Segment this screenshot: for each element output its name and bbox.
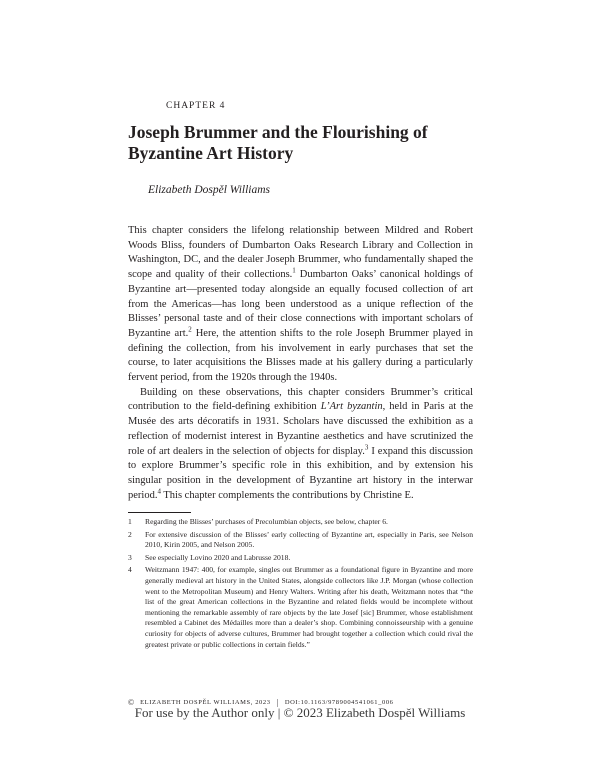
author-use-notice: For use by the Author only | © 2023 Elizabeth Dospěl Williams — [134, 705, 466, 720]
footnote-ref-4[interactable]: 4 — [157, 487, 161, 496]
paragraph-1-part-b: Dumbarton Oaks’ canonical holdings of Byzantine art—presented today alongside an equally focused collection of art from the Americas—has long been understood as a unique reflection of the Blisses’ personal taste and of their close connections with important scholars of Byzantine art. — [128, 269, 473, 339]
footnote — [128, 517, 473, 528]
footnote-number: 2 — [128, 529, 132, 539]
footnote-divider — [128, 512, 191, 513]
exhibition-title: L’Art byzantin — [320, 401, 383, 413]
footnote-ref-1[interactable]: 1 — [292, 266, 296, 275]
chapter-label: CHAPTER 4 — [166, 101, 226, 111]
footer-separator: | — [276, 698, 279, 707]
doi-link[interactable]: DOI:10.1163/9789004541061_006 — [284, 699, 394, 706]
footnote — [128, 565, 473, 650]
footnote-ref-3[interactable]: 3 — [364, 443, 369, 452]
body-text — [128, 224, 473, 503]
footnote-text: See especially Lovino 2020 and Labrusse 2018. — [145, 552, 291, 562]
footnote-number: 4 — [128, 565, 132, 575]
footnote-text: For extensive discussion of the Blisses’ early collecting of Byzantine art, especially in Paris, see Nelson 2010, Kirin 2005, and Nelson 2005. — [145, 529, 473, 550]
footnote-ref-2[interactable]: 2 — [188, 325, 192, 334]
paragraph-1 — [128, 224, 473, 386]
footnote-text: Regarding the Blisses’ purchases of Precolumbian objects, see below, chapter 6. — [145, 517, 388, 526]
footnotes — [128, 517, 473, 652]
footnote-text: Weitzmann 1947: 400, for example, singles out Brummer as a foundational figure in Byzantine and more generally medieval art history in the United States, alongside collectors like J.P. Morgan (whose collection went to the Metropolitan Museum) and Henry Walters. Writing after his death, Weitzmann notes that “the list of the great American collections in the Byzantine and related fields would be incomplete without mentioning the remarkable assembly of rare objects by the late Josef [sic] Brummer, whose establishment resembled a Cabinet des Médailles more than a dealer’s shop. Combining connoisseurship with a genuine curiosity for objects of adverse cultures, Brummer had brought together a collection which could rival the greatest private or public collections in certain fields.” — [145, 565, 473, 649]
paragraph-2-part-d: This chapter complements the contributions by Christine E. — [160, 489, 414, 501]
footnote-number: 1 — [128, 517, 132, 526]
paragraph-2-part-c: I expand this discussion to explore Brummer’s specific role in this exhibition, and by extension his singular position in the development of Byzantine art history in the interwar period. — [128, 445, 473, 501]
footnote — [128, 530, 473, 551]
footnote-number: 3 — [128, 552, 132, 562]
paragraph-1-part-c: Here, the attention shifts to the role Joseph Brummer played in defining the collection, from his involvement in early purchases that set the course, to later acquisitions the Blisses made at his gallery during a particularly fervent period, from the 1920s through the 1940s. — [128, 327, 473, 384]
footnote — [128, 553, 473, 564]
paragraph-2-part-a: Building on these observations, this chapter considers Brummer’s critical contribution to the field-defining exhibition — [128, 386, 473, 413]
paragraph-2 — [128, 386, 473, 504]
paragraph-2-part-b: , held in Paris at the Musée des arts décoratifs in 1931. Scholars have discussed the exhibition as a reflection of modernist interest in Byzantine aesthetics and have scrutinized the role of art dealers in the selection of objects for display. — [128, 401, 473, 457]
copyright-icon: © — [128, 698, 135, 707]
copyright-name: ELIZABETH DOSPĚL WILLIAMS, 2023 — [140, 699, 271, 706]
paragraph-1-part-a: This chapter considers the lifelong relationship between Mildred and Robert Woods Bliss, founders of Dumbarton Oaks Research Library and Collection in Washington, DC, and the dealer Joseph Brummer, who fundamentally shaped the scope and quality of their collections. — [128, 225, 473, 281]
chapter-title: Joseph Brummer and the Flourishing of Byzantine Art History — [128, 122, 428, 163]
chapter-author: Elizabeth Dospěl Williams — [148, 184, 271, 196]
